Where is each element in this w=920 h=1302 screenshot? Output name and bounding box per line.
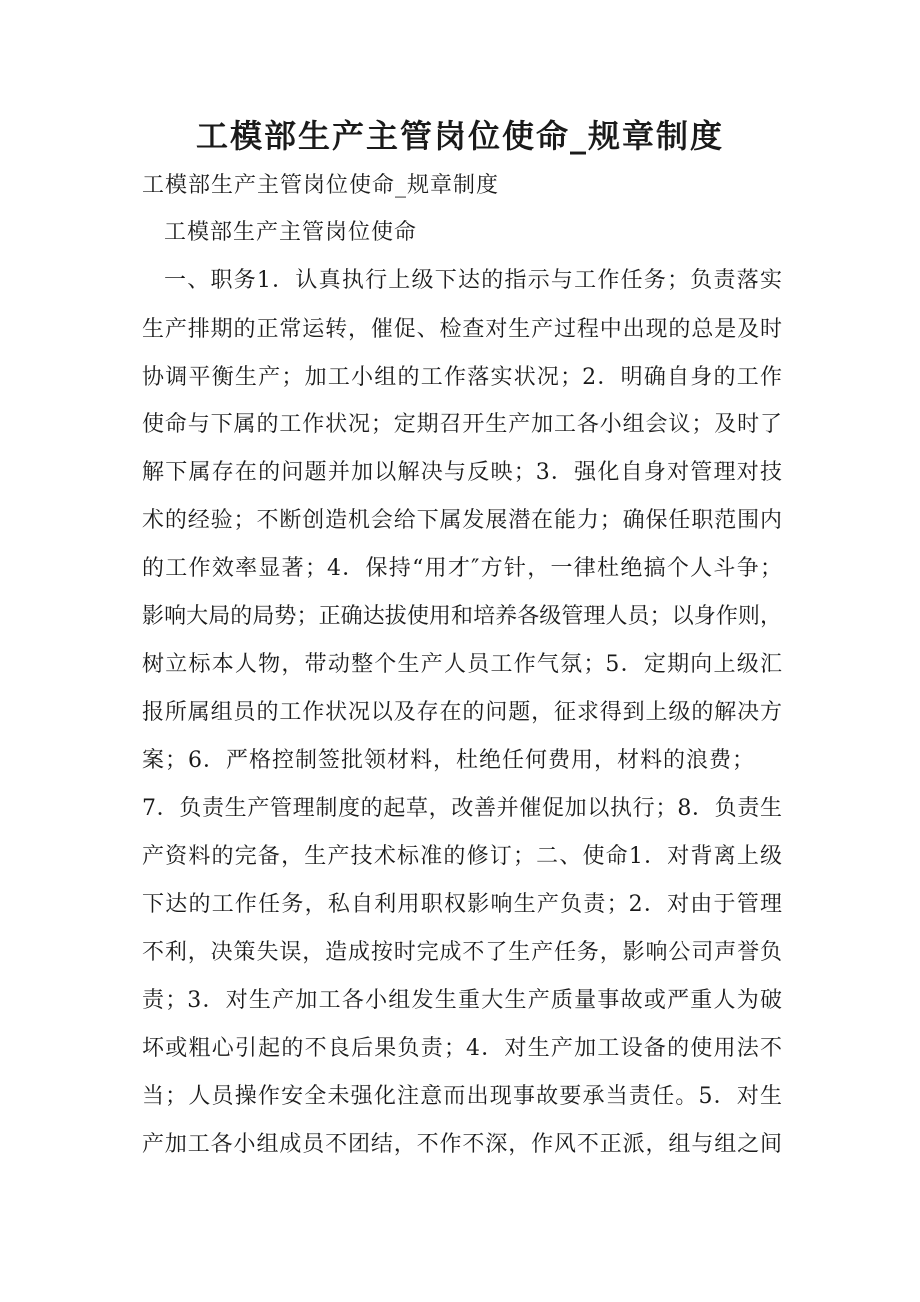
body-line: 使命与下属的工作状况；定期召开生产加工各小组会议；及时了 [142, 412, 782, 437]
body-line: 案；6．严格控制签批领材料，杜绝任何费用，材料的浪费； [142, 748, 755, 773]
body-line: 的工作效率显著；4．保持“用才″方针，一律杜绝搞个人斗争； [142, 556, 782, 581]
body-line: 生产排期的正常运转，催促、检查对生产过程中出现的总是及时 [142, 317, 782, 342]
body-line: 术的经验；不断创造机会给下属发展潜在能力；确保任职范围内 [142, 508, 782, 533]
body-line: 影响大局的局势；正确达拔使用和培养各级管理人员；以身作则， [142, 604, 782, 629]
body-line: 解下属存在的问题并加以解决与反映；3．强化自身对管理对技 [142, 460, 782, 485]
body-line: 树立标本人物，带动整个生产人员工作气氛；5．定期向上级汇 [142, 652, 782, 677]
body-line: 不利，决策失误，造成按时完成不了生产任务，影响公司声誉负 [142, 940, 782, 965]
body-line: 协调平衡生产；加工小组的工作落实状况；2．明确自身的工作 [142, 365, 782, 390]
body-line: 当；人员操作安全未强化注意而出现事故要承当责任。5．对生 [142, 1084, 782, 1109]
section-heading: 工模部生产主管岗位使命 [164, 220, 418, 245]
document-title: 工模部生产主管岗位使命_规章制度 [195, 117, 724, 155]
body-line: 报所属组员的工作状况以及存在的问题，征求得到上级的解决方 [142, 700, 782, 725]
body-line: 产加工各小组成员不团结，不作不深，作风不正派，组与组之间 [142, 1132, 782, 1157]
document-subtitle: 工模部生产主管岗位使命_规章制度 [142, 173, 500, 198]
body-line: 坏或粗心引起的不良后果负责；4．对生产加工设备的使用法不 [142, 1036, 782, 1061]
body-line: 责；3．对生产加工各小组发生重大生产质量事故或严重人为破 [142, 988, 782, 1013]
body-line: 一、职务1．认真执行上级下达的指示与工作任务；负责落实 [164, 268, 782, 293]
body-line: 7．负责生产管理制度的起草，改善并催促加以执行；8．负责生 [142, 796, 782, 821]
body-line: 下达的工作任务，私自利用职权影响生产负责；2．对由于管理 [142, 892, 782, 917]
body-line: 产资料的完备，生产技术标准的修订；二、使命1．对背离上级 [142, 844, 782, 869]
